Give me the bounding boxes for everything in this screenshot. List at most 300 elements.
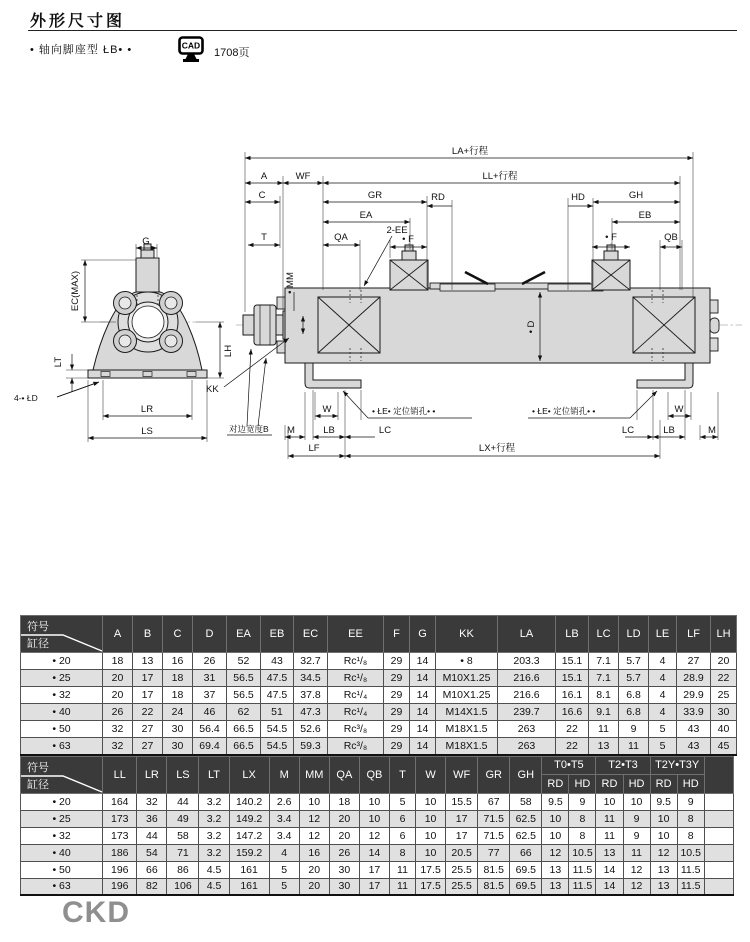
table-cell: 13: [650, 861, 677, 878]
table-cell: 16.6: [556, 704, 589, 721]
column-header: LH: [711, 616, 737, 653]
table-cell: 29: [384, 704, 410, 721]
table-cell: 47.5: [261, 687, 294, 704]
table-cell: 69.5: [510, 878, 542, 895]
dim-label-ls: LS: [141, 426, 153, 437]
table-cell: 10: [416, 827, 446, 844]
table-cell: 13: [542, 878, 569, 895]
table-cell: 71: [167, 844, 199, 861]
table-cell: 45: [711, 738, 737, 755]
table-cell: 7.1: [589, 653, 619, 670]
dim-label-lc-left: LC: [378, 425, 392, 436]
dim-label-lf: LF: [308, 443, 320, 454]
table-cell: 263: [498, 738, 556, 755]
bore-label: • 20: [21, 793, 103, 810]
table-cell: 5: [649, 738, 677, 755]
dim-label-w-right: W: [674, 404, 684, 415]
table-cell: 17.5: [416, 861, 446, 878]
table-cell: 54.5: [261, 738, 294, 755]
table-cell: 27: [133, 738, 163, 755]
table-cell: 12: [623, 878, 650, 895]
table-cell: 26: [193, 653, 227, 670]
table-cell: 12: [299, 827, 329, 844]
dim-label-w-left: W: [322, 404, 332, 415]
dim-label-lx: LX+行程: [478, 443, 516, 454]
table-cell: 11: [623, 844, 650, 861]
table-cell: 147.2: [229, 827, 269, 844]
table-cell: 34.5: [294, 670, 328, 687]
dim-label-ea: EA: [359, 210, 373, 221]
group-header: T2Y•T3Y: [650, 756, 704, 775]
sub-column-header: RD: [596, 775, 623, 794]
table-cell: 67: [478, 793, 510, 810]
table-cell: 54.5: [261, 721, 294, 738]
dim-label-lb-left: LB: [323, 425, 335, 436]
dimension-table-1: [20, 615, 737, 756]
table-cell: 8: [569, 827, 596, 844]
table-cell: 161: [229, 878, 269, 895]
table-cell: 16: [299, 844, 329, 861]
table-cell: 10: [299, 793, 329, 810]
column-header: LS: [167, 756, 199, 793]
table-row: [21, 670, 737, 687]
title-rule: [28, 30, 737, 31]
symbol-bore-corner-header: [21, 756, 103, 793]
pin-hole-note-right: • ŁE• 定位销孔• •: [532, 406, 596, 416]
table-cell: 31: [193, 670, 227, 687]
table-cell: 32: [103, 738, 133, 755]
table-cell: 10: [359, 793, 389, 810]
bore-label: • 20: [21, 653, 103, 670]
table-cell: 4.5: [199, 861, 229, 878]
table-cell: 11.5: [569, 878, 596, 895]
table-cell: 5: [269, 861, 299, 878]
table-cell: 5.7: [619, 653, 649, 670]
group-header: T0•T5: [542, 756, 596, 775]
dimension-table-2: [20, 756, 734, 897]
column-header: EA: [227, 616, 261, 653]
table-cell: 32.7: [294, 653, 328, 670]
dimension-drawing: [0, 140, 750, 470]
sub-column-header: RD: [542, 775, 569, 794]
table-cell: 10: [416, 810, 446, 827]
table-row: [21, 653, 737, 670]
bore-label: • 40: [21, 844, 103, 861]
table-cell: 16.1: [556, 687, 589, 704]
empty-cell: [704, 827, 733, 844]
column-header: EB: [261, 616, 294, 653]
dim-label-la: LA+行程: [451, 146, 489, 157]
table-cell: 26: [329, 844, 359, 861]
dim-label-m-left: M: [287, 425, 295, 436]
table-cell: 10.5: [569, 844, 596, 861]
table-cell: 58: [167, 827, 199, 844]
table-cell: 52: [227, 653, 261, 670]
table-row: [21, 687, 737, 704]
dim-label-qb: QB: [664, 232, 678, 243]
table-cell: 66.5: [227, 721, 261, 738]
table-row: [21, 793, 734, 810]
table-cell: Rc¹/₄: [328, 704, 384, 721]
table-cell: 9.1: [589, 704, 619, 721]
table-cell: 6.8: [619, 704, 649, 721]
table-cell: 20.5: [446, 844, 478, 861]
table-cell: 27: [133, 721, 163, 738]
table-cell: 8: [677, 810, 704, 827]
table-cell: 4.5: [199, 878, 229, 895]
table-cell: 12: [542, 844, 569, 861]
table-cell: 13: [133, 653, 163, 670]
table-cell: 12: [299, 810, 329, 827]
sub-column-header: HD: [623, 775, 650, 794]
table-cell: 44: [137, 827, 167, 844]
table-cell: 25.5: [446, 861, 478, 878]
table-cell: 37.8: [294, 687, 328, 704]
table-cell: 71.5: [478, 810, 510, 827]
table-cell: 10: [416, 844, 446, 861]
table-cell: 18: [329, 793, 359, 810]
column-header: LA: [498, 616, 556, 653]
dim-label-4ld: 4-• ŁD: [14, 393, 38, 403]
table-cell: 6: [389, 827, 415, 844]
table-cell: 17: [359, 878, 389, 895]
table-cell: 106: [167, 878, 199, 895]
table-cell: 30: [711, 704, 737, 721]
table-cell: 10: [596, 793, 623, 810]
table-cell: 5.7: [619, 670, 649, 687]
table-cell: 4: [269, 844, 299, 861]
table-cell: 3.2: [199, 793, 229, 810]
symbol-bore-corner-header: [21, 616, 103, 653]
table-cell: 11: [589, 721, 619, 738]
table-cell: 18: [163, 670, 193, 687]
table-cell: 56.5: [227, 687, 261, 704]
column-header: QB: [359, 756, 389, 793]
table-cell: 77: [478, 844, 510, 861]
table-cell: 10: [542, 827, 569, 844]
table-cell: 62.5: [510, 827, 542, 844]
sub-column-header: RD: [650, 775, 677, 794]
table-cell: 25.5: [446, 878, 478, 895]
table-cell: 43: [677, 738, 711, 755]
table-cell: 4: [649, 653, 677, 670]
column-header: LR: [137, 756, 167, 793]
table-row: [21, 878, 734, 895]
table-cell: 30: [329, 878, 359, 895]
table-cell: 11: [596, 827, 623, 844]
table-cell: 22: [711, 670, 737, 687]
table-cell: 36: [137, 810, 167, 827]
empty-cell: [704, 793, 733, 810]
table-cell: 263: [498, 721, 556, 738]
table-cell: 58: [510, 793, 542, 810]
column-header: C: [163, 616, 193, 653]
dim-label-f-right: • F: [605, 232, 617, 243]
table-cell: 56.5: [227, 670, 261, 687]
table-cell: M18X1.5: [436, 721, 498, 738]
dim-label-kk: KK: [206, 384, 219, 395]
table-cell: 29: [384, 687, 410, 704]
table-cell: 5: [269, 878, 299, 895]
table-cell: 40: [711, 721, 737, 738]
column-header: GR: [478, 756, 510, 793]
table-cell: 14: [410, 738, 436, 755]
bore-label: • 32: [21, 827, 103, 844]
dim-label-eb: EB: [638, 210, 652, 221]
table-cell: 22: [556, 721, 589, 738]
cad-icon-label: CAD: [181, 40, 201, 51]
dim-label-ec: EC(MAX): [70, 270, 81, 312]
table-cell: 14: [410, 704, 436, 721]
dim-label-c: C: [258, 190, 266, 201]
table-cell: 9: [623, 827, 650, 844]
table-cell: Rc¹/₈: [328, 653, 384, 670]
table-cell: 46: [193, 704, 227, 721]
table-cell: 173: [103, 810, 137, 827]
end-view: [88, 244, 207, 378]
table-cell: 196: [103, 878, 137, 895]
table-cell: 10: [623, 793, 650, 810]
table-cell: 62: [227, 704, 261, 721]
table-cell: 56.4: [193, 721, 227, 738]
dim-label-gh: GH: [628, 190, 644, 201]
table-cell: 11.5: [569, 861, 596, 878]
bore-label: • 63: [21, 738, 103, 755]
table-cell: 69.4: [193, 738, 227, 755]
table-cell: 30: [163, 721, 193, 738]
bore-label: • 63: [21, 878, 103, 895]
side-view: [243, 245, 719, 388]
table-cell: 29: [384, 670, 410, 687]
column-header: WF: [446, 756, 478, 793]
corner-diagonal: [21, 616, 103, 652]
table-cell: 5: [649, 721, 677, 738]
dim-label-qa: QA: [334, 232, 348, 243]
column-header: LT: [199, 756, 229, 793]
table-cell: 18: [103, 653, 133, 670]
table-cell: 3.2: [199, 827, 229, 844]
table-row: [21, 704, 737, 721]
table-cell: M14X1.5: [436, 704, 498, 721]
table-cell: 3.2: [199, 844, 229, 861]
column-header: D: [193, 616, 227, 653]
table-cell: 6.8: [619, 687, 649, 704]
group-header: T2•T3: [596, 756, 650, 775]
table-cell: 81.5: [478, 878, 510, 895]
dim-label-lb-right: LB: [663, 425, 675, 436]
bore-label: • 40: [21, 704, 103, 721]
table-cell: 11: [596, 810, 623, 827]
table-cell: 4: [649, 687, 677, 704]
table-cell: 20: [711, 653, 737, 670]
table-cell: 20: [299, 878, 329, 895]
dim-label-2ee: 2-EE: [386, 225, 408, 236]
sub-column-header: HD: [569, 775, 596, 794]
table-cell: 59.3: [294, 738, 328, 755]
dim-label-d: • D: [526, 320, 537, 334]
table-cell: 32: [137, 793, 167, 810]
table-row: [21, 827, 734, 844]
empty-cell: [704, 844, 733, 861]
dim-label-g: G: [142, 236, 150, 247]
dim-label-t: T: [261, 232, 267, 243]
table-cell: 66: [510, 844, 542, 861]
table-cell: 9.5: [650, 793, 677, 810]
table-cell: M10X1.25: [436, 687, 498, 704]
table-cell: 14: [596, 861, 623, 878]
table-cell: Rc³/₈: [328, 738, 384, 755]
table-cell: 239.7: [498, 704, 556, 721]
column-header: LX: [229, 756, 269, 793]
table-row: [21, 810, 734, 827]
table-cell: 5: [389, 793, 415, 810]
table-cell: 66.5: [227, 738, 261, 755]
table-cell: 20: [299, 861, 329, 878]
column-header: LE: [649, 616, 677, 653]
dim-label-lc-right: LC: [621, 425, 635, 436]
table-cell: 51: [261, 704, 294, 721]
empty-cell: [704, 861, 733, 878]
table-cell: 20: [103, 687, 133, 704]
bore-label: • 50: [21, 721, 103, 738]
table-cell: 28.9: [677, 670, 711, 687]
column-header: LF: [677, 616, 711, 653]
table-cell: 149.2: [229, 810, 269, 827]
table-cell: 161: [229, 861, 269, 878]
table-cell: 29: [384, 738, 410, 755]
table-cell: 9: [677, 793, 704, 810]
ckd-logo: CKD: [62, 896, 130, 929]
column-header: M: [269, 756, 299, 793]
table-cell: 3.4: [269, 810, 299, 827]
dim-label-gr: GR: [367, 190, 383, 201]
pin-hole-note-left: • ŁE• 定位销孔• •: [372, 406, 436, 416]
table-cell: 11.5: [677, 861, 704, 878]
table-cell: 13: [589, 738, 619, 755]
sub-column-header: HD: [677, 775, 704, 794]
table-cell: 26: [103, 704, 133, 721]
table-cell: 9: [569, 793, 596, 810]
table-cell: 14: [410, 653, 436, 670]
dim-label-lr: LR: [140, 404, 154, 415]
table-cell: 12: [623, 861, 650, 878]
dim-label-ll: LL+行程: [482, 171, 518, 182]
empty-cell: [704, 810, 733, 827]
table-cell: 82: [137, 878, 167, 895]
table-cell: 17: [359, 861, 389, 878]
table-cell: 14: [359, 844, 389, 861]
table-cell: 24: [163, 704, 193, 721]
table-cell: 8: [389, 844, 415, 861]
corner-diagonal: [21, 757, 103, 793]
corner-symbol-label: 符号: [27, 761, 49, 774]
table-cell: 4: [649, 670, 677, 687]
table-cell: 30: [329, 861, 359, 878]
dim-label-f-left: • F: [402, 234, 414, 245]
bore-label: • 25: [21, 670, 103, 687]
table-cell: 216.6: [498, 670, 556, 687]
table-cell: 10: [650, 827, 677, 844]
corner-bore-label: 缸径: [27, 638, 49, 650]
cad-monitor-icon: [178, 36, 204, 64]
table-cell: 20: [103, 670, 133, 687]
table-cell: 43: [677, 721, 711, 738]
table-cell: 11: [389, 861, 415, 878]
table-cell: 10: [359, 810, 389, 827]
table-cell: 164: [103, 793, 137, 810]
empty-header: [704, 756, 733, 793]
table-cell: 2.6: [269, 793, 299, 810]
column-header: LD: [619, 616, 649, 653]
table-cell: M10X1.25: [436, 670, 498, 687]
bore-label: • 32: [21, 687, 103, 704]
table-cell: 20: [329, 810, 359, 827]
table-cell: 8: [677, 827, 704, 844]
table-row: [21, 844, 734, 861]
table-cell: 173: [103, 827, 137, 844]
table-cell: 37: [193, 687, 227, 704]
table-cell: 3.4: [269, 827, 299, 844]
table-cell: 8: [569, 810, 596, 827]
column-header: W: [416, 756, 446, 793]
column-header: LL: [103, 756, 137, 793]
table-cell: 186: [103, 844, 137, 861]
dim-label-lh: LH: [223, 344, 234, 358]
table-cell: 7.1: [589, 670, 619, 687]
column-header: MM: [299, 756, 329, 793]
table-cell: 14: [596, 878, 623, 895]
table-cell: 86: [167, 861, 199, 878]
table-cell: 29.9: [677, 687, 711, 704]
table-cell: 71.5: [478, 827, 510, 844]
table-cell: 9: [619, 721, 649, 738]
table-cell: 4: [649, 704, 677, 721]
column-header: T: [389, 756, 415, 793]
corner-bore-label: 缸径: [27, 778, 49, 791]
table-cell: 14: [410, 721, 436, 738]
column-header: KK: [436, 616, 498, 653]
table-cell: 17: [133, 687, 163, 704]
cad-page-number: 1708页: [214, 47, 250, 59]
page-title: 外形尺寸图: [30, 13, 126, 30]
table-cell: 13: [542, 861, 569, 878]
column-header: A: [103, 616, 133, 653]
table-cell: 9.5: [542, 793, 569, 810]
column-header: G: [410, 616, 436, 653]
dim-label-lt: LT: [53, 356, 64, 368]
table-cell: Rc¹/₄: [328, 687, 384, 704]
table-cell: 15.1: [556, 653, 589, 670]
table-cell: 30: [163, 738, 193, 755]
table-cell: 15.1: [556, 670, 589, 687]
table-row: [21, 861, 734, 878]
table-cell: • 8: [436, 653, 498, 670]
table-cell: 81.5: [478, 861, 510, 878]
table-cell: 15.5: [446, 793, 478, 810]
cad-reference: [178, 36, 298, 66]
table-cell: 12: [359, 827, 389, 844]
dim-label-a: A: [260, 171, 268, 182]
table-cell: 10: [542, 810, 569, 827]
table-cell: 10: [416, 793, 446, 810]
table-cell: 47.5: [261, 670, 294, 687]
table-cell: 216.6: [498, 687, 556, 704]
table-cell: 43: [261, 653, 294, 670]
table-cell: 27: [677, 653, 711, 670]
table-cell: 13: [650, 878, 677, 895]
corner-symbol-label: 符号: [27, 621, 49, 633]
table-cell: 47.3: [294, 704, 328, 721]
